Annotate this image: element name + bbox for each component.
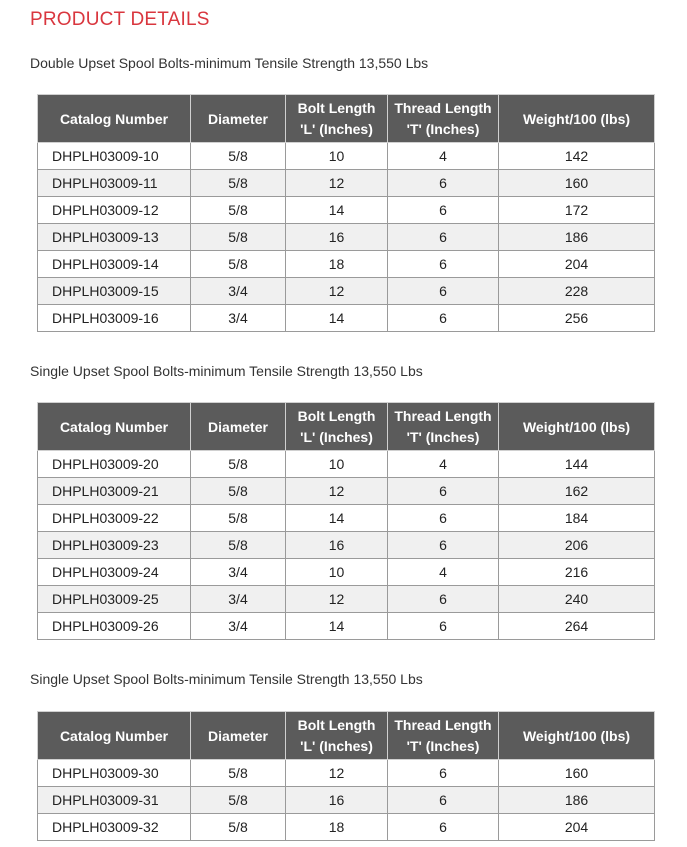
column-header-catalog: Catalog Number [38,95,191,143]
cell-thread-length: 6 [388,787,499,814]
cell-catalog-number: DHPLH03009-26 [38,613,191,640]
column-header-diameter: Diameter [191,712,286,760]
column-header-catalog: Catalog Number [38,403,191,451]
cell-thread-length: 6 [388,251,499,278]
cell-thread-length: 4 [388,143,499,170]
column-header-bolt-length: Bolt Length 'L' (Inches) [286,712,388,760]
cell-bolt-length: 12 [286,278,388,305]
table-row [38,278,655,305]
table-row [38,814,655,841]
cell-weight: 184 [499,505,655,532]
column-header-thread-length: Thread Length 'T' (Inches) [388,95,499,143]
table-row [38,170,655,197]
cell-catalog-number: DHPLH03009-13 [38,224,191,251]
spec-table-double-upset [37,94,655,332]
table-row [38,787,655,814]
cell-diameter: 3/4 [191,305,286,332]
table-row [38,478,655,505]
column-header-thread-length: Thread Length 'T' (Inches) [388,403,499,451]
section-caption-single-upset: Single Upset Spool Bolts-minimum Tensile Strength 13,550 Lbs [30,363,423,379]
section-caption-single-upset-2: Single Upset Spool Bolts-minimum Tensile Strength 13,550 Lbs [30,671,423,687]
cell-diameter: 5/8 [191,760,286,787]
cell-weight: 206 [499,532,655,559]
cell-bolt-length: 10 [286,143,388,170]
cell-bolt-length: 10 [286,559,388,586]
cell-thread-length: 6 [388,532,499,559]
cell-catalog-number: DHPLH03009-25 [38,586,191,613]
cell-bolt-length: 12 [286,478,388,505]
cell-thread-length: 4 [388,451,499,478]
cell-thread-length: 6 [388,760,499,787]
cell-bolt-length: 18 [286,814,388,841]
cell-weight: 228 [499,278,655,305]
cell-weight: 216 [499,559,655,586]
cell-diameter: 5/8 [191,478,286,505]
cell-diameter: 5/8 [191,197,286,224]
cell-diameter: 5/8 [191,532,286,559]
cell-weight: 142 [499,143,655,170]
cell-thread-length: 6 [388,505,499,532]
cell-catalog-number: DHPLH03009-32 [38,814,191,841]
column-header-catalog: Catalog Number [38,712,191,760]
cell-catalog-number: DHPLH03009-30 [38,760,191,787]
cell-catalog-number: DHPLH03009-14 [38,251,191,278]
cell-catalog-number: DHPLH03009-21 [38,478,191,505]
cell-catalog-number: DHPLH03009-24 [38,559,191,586]
cell-bolt-length: 14 [286,305,388,332]
table-row [38,224,655,251]
cell-thread-length: 6 [388,814,499,841]
cell-diameter: 3/4 [191,613,286,640]
cell-thread-length: 6 [388,305,499,332]
cell-weight: 186 [499,787,655,814]
cell-bolt-length: 16 [286,787,388,814]
table-row [38,251,655,278]
cell-bolt-length: 16 [286,224,388,251]
cell-bolt-length: 14 [286,197,388,224]
cell-weight: 264 [499,613,655,640]
column-header-bolt-length: Bolt Length 'L' (Inches) [286,403,388,451]
table-row [38,559,655,586]
cell-bolt-length: 14 [286,613,388,640]
cell-thread-length: 6 [388,613,499,640]
cell-bolt-length: 14 [286,505,388,532]
cell-bolt-length: 12 [286,586,388,613]
table-row [38,451,655,478]
cell-thread-length: 6 [388,197,499,224]
cell-bolt-length: 12 [286,760,388,787]
cell-thread-length: 6 [388,224,499,251]
table-header-row [38,95,655,143]
cell-thread-length: 6 [388,170,499,197]
cell-catalog-number: DHPLH03009-20 [38,451,191,478]
cell-diameter: 5/8 [191,143,286,170]
cell-diameter: 5/8 [191,224,286,251]
table-row [38,305,655,332]
cell-catalog-number: DHPLH03009-15 [38,278,191,305]
table-row [38,505,655,532]
cell-weight: 204 [499,814,655,841]
cell-catalog-number: DHPLH03009-11 [38,170,191,197]
cell-catalog-number: DHPLH03009-22 [38,505,191,532]
table-row [38,197,655,224]
column-header-diameter: Diameter [191,403,286,451]
table-header-row [38,403,655,451]
page-title: PRODUCT DETAILS [30,9,210,30]
cell-diameter: 5/8 [191,170,286,197]
cell-weight: 186 [499,224,655,251]
cell-diameter: 5/8 [191,451,286,478]
cell-diameter: 5/8 [191,505,286,532]
cell-weight: 160 [499,760,655,787]
table-body [38,760,655,841]
cell-diameter: 3/4 [191,278,286,305]
cell-diameter: 3/4 [191,559,286,586]
cell-bolt-length: 12 [286,170,388,197]
cell-thread-length: 6 [388,478,499,505]
cell-bolt-length: 10 [286,451,388,478]
column-header-diameter: Diameter [191,95,286,143]
spec-table-single-upset [37,402,655,640]
table-row [38,586,655,613]
column-header-weight: Weight/100 (lbs) [499,403,655,451]
cell-thread-length: 6 [388,278,499,305]
cell-diameter: 5/8 [191,787,286,814]
cell-weight: 204 [499,251,655,278]
cell-weight: 240 [499,586,655,613]
column-header-weight: Weight/100 (lbs) [499,712,655,760]
cell-catalog-number: DHPLH03009-16 [38,305,191,332]
cell-bolt-length: 18 [286,251,388,278]
table-header-row [38,712,655,760]
table-row [38,143,655,170]
table-row [38,532,655,559]
cell-catalog-number: DHPLH03009-31 [38,787,191,814]
cell-diameter: 3/4 [191,586,286,613]
spec-table-single-upset-2 [37,711,655,841]
cell-weight: 172 [499,197,655,224]
cell-weight: 160 [499,170,655,197]
cell-diameter: 5/8 [191,814,286,841]
cell-thread-length: 4 [388,559,499,586]
cell-diameter: 5/8 [191,251,286,278]
cell-catalog-number: DHPLH03009-23 [38,532,191,559]
cell-thread-length: 6 [388,586,499,613]
cell-catalog-number: DHPLH03009-10 [38,143,191,170]
cell-weight: 144 [499,451,655,478]
cell-bolt-length: 16 [286,532,388,559]
cell-weight: 256 [499,305,655,332]
table-body [38,451,655,640]
cell-catalog-number: DHPLH03009-12 [38,197,191,224]
cell-weight: 162 [499,478,655,505]
column-header-bolt-length: Bolt Length 'L' (Inches) [286,95,388,143]
table-body [38,143,655,332]
table-row [38,613,655,640]
table-row [38,760,655,787]
column-header-thread-length: Thread Length 'T' (Inches) [388,712,499,760]
column-header-weight: Weight/100 (lbs) [499,95,655,143]
section-caption-double-upset: Double Upset Spool Bolts-minimum Tensile Strength 13,550 Lbs [30,55,429,71]
